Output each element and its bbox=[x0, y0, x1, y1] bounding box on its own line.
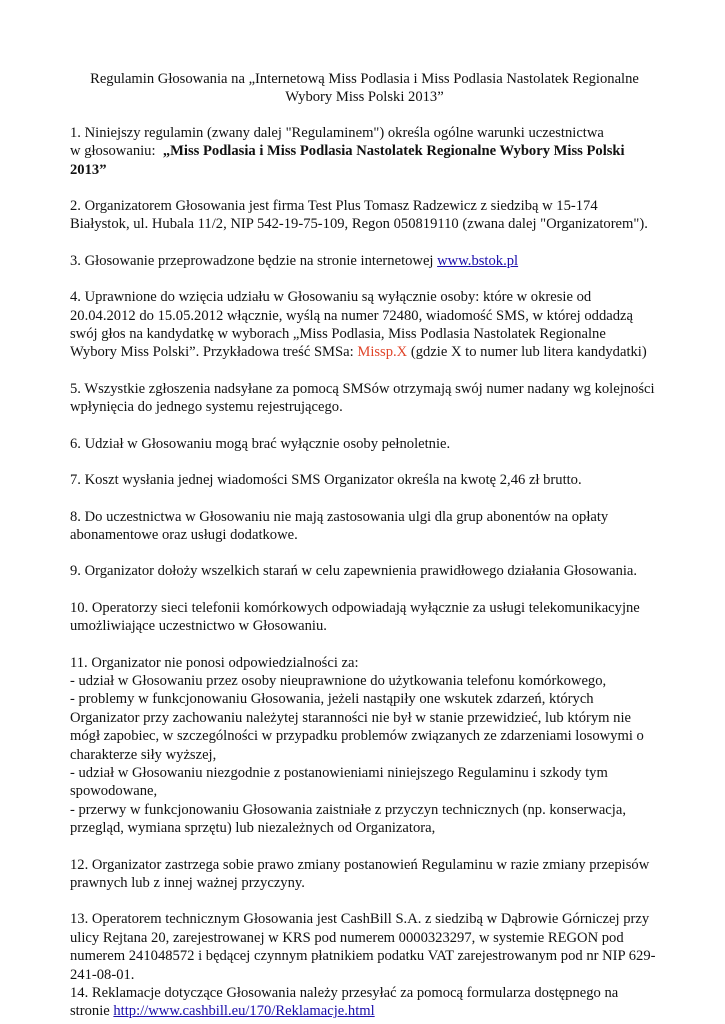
p3-text: 3. Głosowanie przeprowadzone będzie na stronie internetowej bbox=[70, 252, 438, 269]
p14-line-2 bbox=[70, 1002, 659, 1020]
p11-line-1: 11. Organizator nie ponosi odpowiedzialności za: bbox=[70, 654, 359, 671]
paragraph-2 bbox=[70, 197, 659, 234]
document-title bbox=[70, 70, 659, 107]
paragraph-3 bbox=[70, 252, 659, 270]
p2-line-2: Białystok, ul. Hubala 11/2, NIP 542-19-75-109, Regon 050819110 (zwana dalej "Organizatorem"). bbox=[70, 216, 648, 233]
paragraph-14 bbox=[70, 984, 659, 1021]
p4-line-4-prefix: Wybory Miss Polski”. Przykładowa treść SMSa: bbox=[70, 344, 358, 361]
paragraph-10 bbox=[70, 599, 659, 636]
p4-line-3: swój głos na kandydatkę w wyborach „Miss Podlasia, Miss Podlasia Nastolatek Regionalne bbox=[70, 326, 606, 343]
paragraph-11 bbox=[70, 654, 659, 838]
paragraph-5 bbox=[70, 380, 659, 417]
p1-line-2-prefix: w głosowaniu: bbox=[70, 143, 163, 160]
p1-line-3: 2013” bbox=[70, 161, 107, 178]
paragraph-12 bbox=[70, 856, 659, 893]
p8-line-2: abonamentowe oraz usługi dodatkowe. bbox=[70, 526, 298, 543]
p5-line-1: 5. Wszystkie zgłoszenia nadsyłane za pomocą SMSów otrzymają swój numer nadany wg kolejności bbox=[70, 380, 655, 397]
p13-line-3: numerem 241048572 i będącej czynnym płatnikiem podatku VAT zarejestrowanym pod nr NIP 629- bbox=[70, 948, 656, 965]
sms-example-code: Missp.X bbox=[357, 344, 408, 361]
p11-line-3: - problemy w funkcjonowaniu Głosowania, jeżeli nastąpiły one wskutek zdarzeń, których bbox=[70, 691, 594, 708]
p4-line-1: 4. Uprawnione do wzięcia udziału w Głosowaniu są wyłącznie osoby: które w okresie od bbox=[70, 289, 592, 306]
p11-line-4: Organizator przy zachowaniu należytej staranności nie był w stanie przewidzieć, lub którym nie bbox=[70, 709, 631, 726]
p2-line-1: 2. Organizatorem Głosowania jest firma Test Plus Tomasz Radzewicz z siedzibą w 15-174 bbox=[70, 198, 598, 215]
p12-line-1: 12. Organizator zastrzega sobie prawo zmiany postanowień Regulaminu w razie zmiany przepisów bbox=[70, 856, 650, 873]
p11-line-10: przegląd, wymiana sprzętu) lub niezależnych od Organizatora, bbox=[70, 820, 436, 837]
p13-line-4: 241-08-01. bbox=[70, 966, 135, 983]
p11-line-2: - udział w Głosowaniu przez osoby nieuprawnione do użytkowania telefonu komórkowego, bbox=[70, 672, 607, 689]
paragraph-7: 7. Koszt wysłania jednej wiadomości SMS Organizator określa na kwotę 2,46 zł brutto. bbox=[70, 472, 582, 489]
title-line-1: Regulamin Głosowania na „Internetową Miss Podlasia i Miss Podlasia Nastolatek Regionalne bbox=[90, 71, 639, 87]
p11-line-7: - udział w Głosowaniu niezgodnie z postanowieniami niniejszego Regulaminu i szkody tym bbox=[70, 764, 608, 781]
p13-line-1: 13. Operatorem technicznym Głosowania jest CashBill S.A. z siedzibą w Dąbrowie Górniczej przy bbox=[70, 911, 650, 928]
p10-line-2: umożliwiające uczestnictwo w Głosowaniu. bbox=[70, 618, 327, 635]
cashbill-complaints-link[interactable]: http://www.cashbill.eu/170/Reklamacje.html bbox=[113, 1003, 375, 1020]
bstok-link[interactable]: www.bstok.pl bbox=[437, 252, 519, 269]
contest-name-bold: „Miss Podlasia i Miss Podlasia Nastolatek Regionalne Wybory Miss Polski bbox=[162, 143, 625, 160]
p11-line-9: - przerwy w funkcjonowaniu Głosowania zaistniałe z przyczyn technicznych (np. konserwacja, bbox=[70, 801, 626, 818]
paragraph-4 bbox=[70, 288, 659, 362]
p11-line-6: charakterze siły wyższej, bbox=[70, 746, 217, 763]
p13-line-2: ulicy Rejtana 20, zarejestrowanej w KRS pod numerem 0000323297, w systemie REGON pod bbox=[70, 929, 624, 946]
p4-line-2: 20.04.2012 do 15.05.2012 włącznie, wyślą na numer 72480, wiadomość SMS, w której oddadzą bbox=[70, 307, 633, 324]
p5-line-2: wpłynięcia do jednego systemu rejestrującego. bbox=[70, 399, 343, 416]
paragraph-13 bbox=[70, 910, 659, 984]
p14-line-2-prefix: stronie bbox=[70, 1003, 114, 1020]
paragraph-1 bbox=[70, 124, 659, 179]
paragraph-6: 6. Udział w Głosowaniu mogą brać wyłącznie osoby pełnoletnie. bbox=[70, 435, 451, 452]
p10-line-1: 10. Operatorzy sieci telefonii komórkowych odpowiadają wyłącznie za usługi telekomunikacyjne bbox=[70, 599, 640, 616]
paragraph-9: 9. Organizator dołoży wszelkich starań w celu zapewnienia prawidłowego działania Głosowania. bbox=[70, 563, 638, 580]
p11-line-5: mógł zapobiec, w szczególności w przypadku problemów związanych ze zdarzeniami losowymi o bbox=[70, 728, 644, 745]
p4-line-4-suffix: (gdzie X to numer lub litera kandydatki) bbox=[407, 344, 647, 361]
p1-line-1: 1. Niniejszy regulamin (zwany dalej "Regulaminem") określa ogólne warunki uczestnictwa bbox=[70, 124, 604, 141]
p8-line-1: 8. Do uczestnictwa w Głosowaniu nie mają zastosowania ulgi dla grup abonentów na opłaty bbox=[70, 508, 609, 525]
p11-line-8: spowodowane, bbox=[70, 783, 158, 800]
p14-line-1: 14. Reklamacje dotyczące Głosowania należy przesyłać za pomocą formularza dostępnego na bbox=[70, 985, 619, 1002]
p1-line-2 bbox=[70, 142, 659, 160]
title-line-2: Wybory Miss Polski 2013” bbox=[285, 89, 444, 106]
p4-line-4 bbox=[70, 343, 659, 361]
paragraph-8 bbox=[70, 508, 659, 545]
p12-line-2: prawnych lub z innej ważnej przyczyny. bbox=[70, 875, 305, 891]
